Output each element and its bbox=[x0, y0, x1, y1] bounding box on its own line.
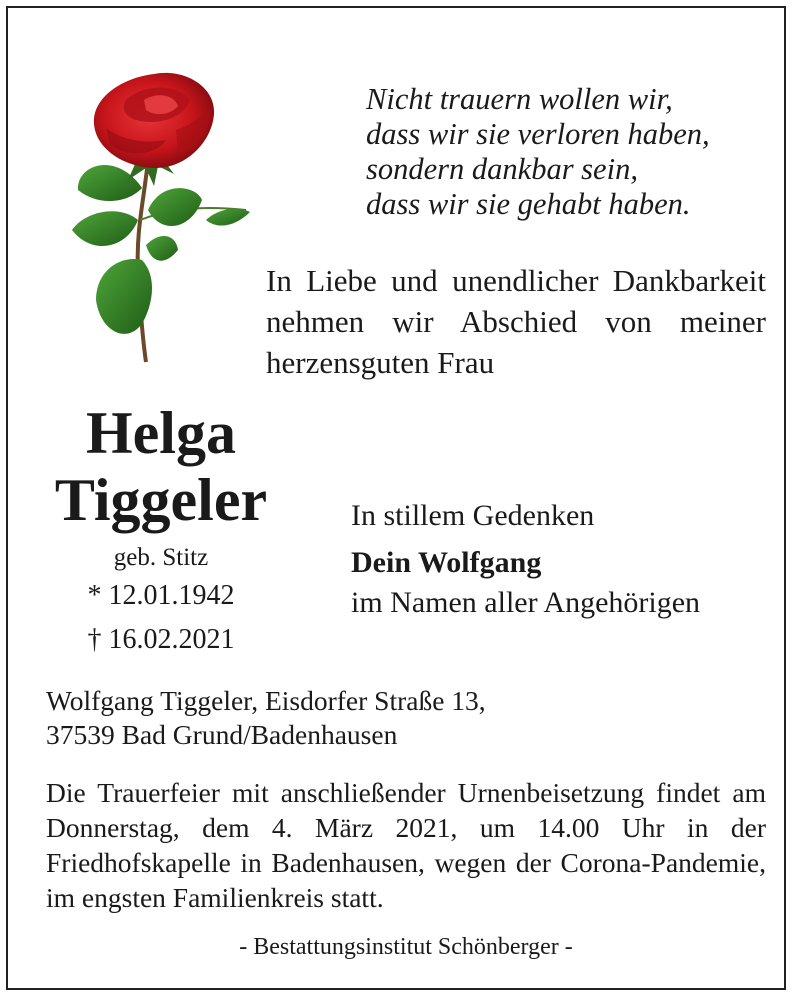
birth-date: * 12.01.1942 bbox=[87, 580, 235, 611]
contact-address bbox=[46, 684, 486, 752]
rose-illustration bbox=[66, 70, 256, 366]
signature bbox=[351, 543, 700, 623]
poem: Nicht trauern wollen wir, dass wir sie verloren haben, sondern dankbar sein, dass wir sie gehabt haben. bbox=[366, 82, 710, 221]
birth-name: geb. Stitz bbox=[113, 544, 209, 571]
signature-on-behalf: im Namen aller Angehörigen bbox=[351, 586, 701, 619]
signature-name: Dein Wolfgang bbox=[351, 546, 542, 579]
address-line-2: 37539 Bad Grund/Badenhausen bbox=[46, 719, 398, 750]
deceased-first-name: Helga bbox=[86, 400, 236, 466]
address-line-1: Wolfgang Tiggeler, Eisdorfer Straße 13, bbox=[46, 685, 486, 716]
intro-text: In Liebe und unendlicher Dankbarkeit nehmen wir Abschied von meiner herzensguten Frau bbox=[266, 263, 766, 380]
death-date: † 16.02.2021 bbox=[87, 624, 235, 655]
deceased-last-name: Tiggeler bbox=[54, 467, 268, 533]
life-dates bbox=[36, 542, 286, 662]
funeral-home: - Bestattungsinstitut Schönberger - bbox=[239, 934, 573, 960]
mourning-phrase: In stillem Gedenken bbox=[351, 499, 595, 532]
obituary-notice bbox=[6, 6, 786, 990]
ceremony-notice: Die Trauerfeier mit anschließender Urnenbeisetzung findet am Donnerstag, dem 4. März 2021, um 14.00 Uhr in der Friedhofskapelle in Badenhausen, wegen der Corona-Pandemie, im engsten Familienkreis statt. bbox=[46, 777, 766, 913]
